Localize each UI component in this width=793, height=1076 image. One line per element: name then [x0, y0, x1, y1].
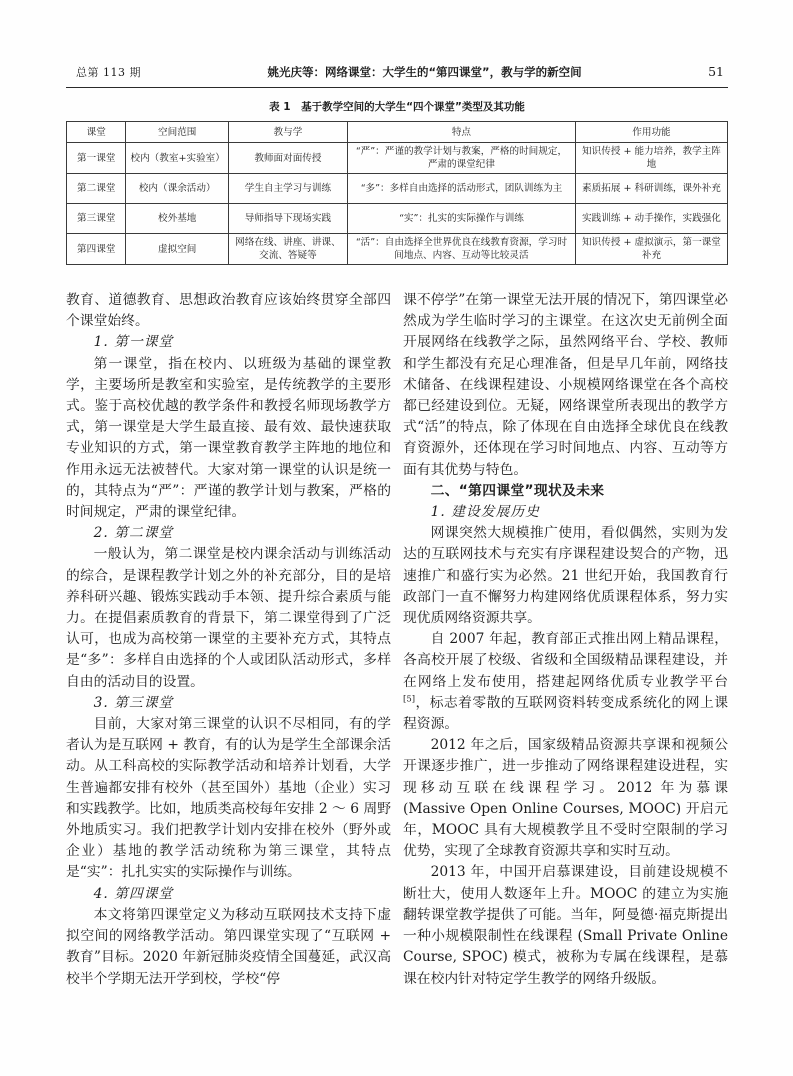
table-cell: 第二课堂: [67, 174, 126, 204]
table-cell: “活”：自由选择全世界优良在线教育资源，学习时间地点、内容、互动等比较灵活: [347, 234, 575, 265]
subsection-heading-first-classroom: 1. 第一课堂: [93, 334, 174, 351]
table-cell: 第四课堂: [67, 234, 126, 265]
journal-issue: 总第 113 期: [76, 66, 141, 79]
table-cell: 校内（教室+实验室）: [126, 143, 228, 174]
paragraph: 2012 年之后，国家级精品资源共享课和视频公开课逐步推广，进一步推动了网络课程建设进程，实现移动互联在线课程学习。2012 年为慕课 (Massive Open Online Courses, MOOC) 开启元年，MOOC 具有大规模教学且不受时空限制的学习优势，实现了全球教育资源共享和实时互动。: [403, 737, 728, 860]
paragraph-text: ，标志着零散的互联网资料转变成系统化的网上课程资源。: [403, 694, 728, 733]
table-cell: 导师指导下现场实践: [228, 204, 347, 234]
table-cell: 虚拟空间: [126, 234, 228, 265]
col-header-features: 特点: [347, 122, 575, 143]
left-column: [66, 290, 391, 990]
paragraph: 第一课堂，指在校内、以班级为基础的课堂教学，主要场所是教室和实验室，是传统教学的主要形式。鉴于高校优越的教学条件和教授名师现场教学方式，第一课堂是大学生最直接、最有效、最快速获取专业知识的方式，第一课堂教育教学主阵地的地位和作用永远无法被替代。大家对第一课堂的认识是统一的，其特点为“严”：严谨的教学计划与教案，严格的时间规定，严肃的课堂纪律。: [66, 355, 391, 521]
subsection-heading-third-classroom: 3. 第三课堂: [93, 694, 174, 711]
table-cell: 知识传授 + 能力培养，教学主阵地: [575, 143, 727, 174]
paper-running-title: 姚光庆等：网络课堂：大学生的“第四课堂”，教与学的新空间: [267, 65, 582, 79]
col-header-classroom: 课堂: [67, 122, 126, 143]
right-column: [403, 290, 728, 990]
col-header-space: 空间范围: [126, 122, 228, 143]
paragraph: 2013 年，中国开启慕课建设，目前建设规模不断壮大，使用人数逐年上升。MOOC 的建立为实施翻转课堂教学提供了可能。当年，阿曼德·福克斯提出一种小规模限制性在线课程 (Small Private Online Course, SPOC) 模式，被称为专属在线课程，是慕课在校内针对特定学生教学的网络升级版。: [403, 864, 728, 987]
col-header-function: 作用功能: [575, 122, 727, 143]
citation-marker: [5]: [403, 694, 416, 705]
paragraph: 本文将第四课堂定义为移动互联网技术支持下虚拟空间的网络教学活动。第四课堂实现了“互联网 + 教育”目标。2020 年新冠肺炎疫情全国蔓延，武汉高校半个学期无法开学到校，学校“停: [66, 906, 391, 987]
paragraph: 一般认为，第二课堂是校内课余活动与训练活动的综合，是课程教学计划之外的补充部分，目的是培养科研兴趣、锻炼实践动手本领、提升综合素质与能力。在提倡素质教育的背景下，第二课堂得到了广泛认可，也成为高校第一课堂的主要补充方式，其特点是“多”：多样自由选择的个人或团队活动形式，多样自由的活动目的设置。: [66, 546, 391, 690]
subsection-heading-fourth-classroom: 4. 第四课堂: [93, 885, 174, 902]
table-header-row: [67, 122, 728, 143]
table-cell: 学生自主学习与训练: [228, 174, 347, 204]
paragraph: 目前，大家对第三课堂的认识不尽相同，有的学者认为是互联网 + 教育，有的认为是学生全部课余活动。从工科高校的实际教学活动和培养计划看，大学生普遍都安排有校外（甚至国外）基地（企业）实习和实践教学。比如，地质类高校每年安排 2 ～ 6 周野外地质实习。我们把教学计划内安排在校外（野外或企业）基地的教学活动统称为第三课堂，其特点是“实”：扎扎实实的实际操作与训练。: [66, 716, 391, 881]
table-row: [67, 174, 728, 204]
table-cell: “严”：严谨的教学计划与教案，严格的时间规定，严肃的课堂纪律: [347, 143, 575, 174]
paragraph-with-citation: [403, 629, 728, 735]
table-cell: “多”：多样自由选择的活动形式，团队训练为主: [347, 174, 575, 204]
table-caption: 表 1 基于教学空间的大学生“四个课堂”类型及其功能: [269, 101, 525, 113]
table-cell: 第一课堂: [67, 143, 126, 174]
section-heading-status-and-future: 二、“第四课堂”现状及未来: [430, 482, 605, 499]
subsection-heading-second-classroom: 2. 第二课堂: [93, 525, 174, 542]
table-cell: “实”：扎实的实际操作与训练: [347, 204, 575, 234]
paragraph-continuation: 教育、道德教育、思想政治教育应该始终贯穿全部四个课堂始终。: [66, 292, 391, 330]
table-cell: 校内（课余活动）: [126, 174, 228, 204]
table-row: [67, 234, 728, 265]
col-header-teaching: 教与学: [228, 122, 347, 143]
table-cell: 素质拓展 + 科研训练，课外补充: [575, 174, 727, 204]
table-cell: 校外基地: [126, 204, 228, 234]
table-cell: 第三课堂: [67, 204, 126, 234]
paragraph-continuation: 课不停学”在第一课堂无法开展的情况下，第四课堂必然成为学生临时学习的主课堂。在这次史无前例全面开展网络在线教学之际，虽然网络平台、学校、教师和学生都没有充足心理准备，但是早几年前，网络技术储备、在线课程建设、小规模网络课堂在各个高校都已经建设到位。无疑，网络课堂所表现出的教学方式“活”的特点，除了体现在自由选择全球优良在线教育资源外，还体现在学习时间地点、内容、互动等方面有其优势与特色。: [403, 292, 728, 478]
classroom-types-table: [66, 121, 728, 265]
subsection-heading-history: 1. 建设发展历史: [430, 504, 540, 521]
running-head: [66, 0, 728, 88]
page-content: [66, 0, 728, 990]
paragraph: 网课突然大规模推广使用，看似偶然，实则为发达的互联网技术与充实有序课程建设契合的产物，迅速推广和盛行实为必然。21 世纪开始，我国教育行政部门一直不懈努力构建网络优质课程体系，努力实现优质网络资源共享。: [403, 525, 728, 627]
page-number: 51: [708, 64, 724, 79]
body-columns: [66, 290, 728, 990]
table-cell: 实践训练 + 动手操作，实践强化: [575, 204, 727, 234]
table-row: [67, 204, 728, 234]
table-row: [67, 143, 728, 174]
table-cell: 知识传授 + 虚拟演示，第一课堂补充: [575, 234, 727, 265]
paragraph-text: 自 2007 年起，教育部正式推出网上精品课程，各高校开展了校级、省级和全国级精品课程建设，并在网络上发布使用，搭建起网络优质专业教学平台: [403, 631, 728, 690]
table-cell: 教师面对面传授: [228, 143, 347, 174]
table-cell: 网络在线、讲座、讲课、交流、答疑等: [228, 234, 347, 265]
